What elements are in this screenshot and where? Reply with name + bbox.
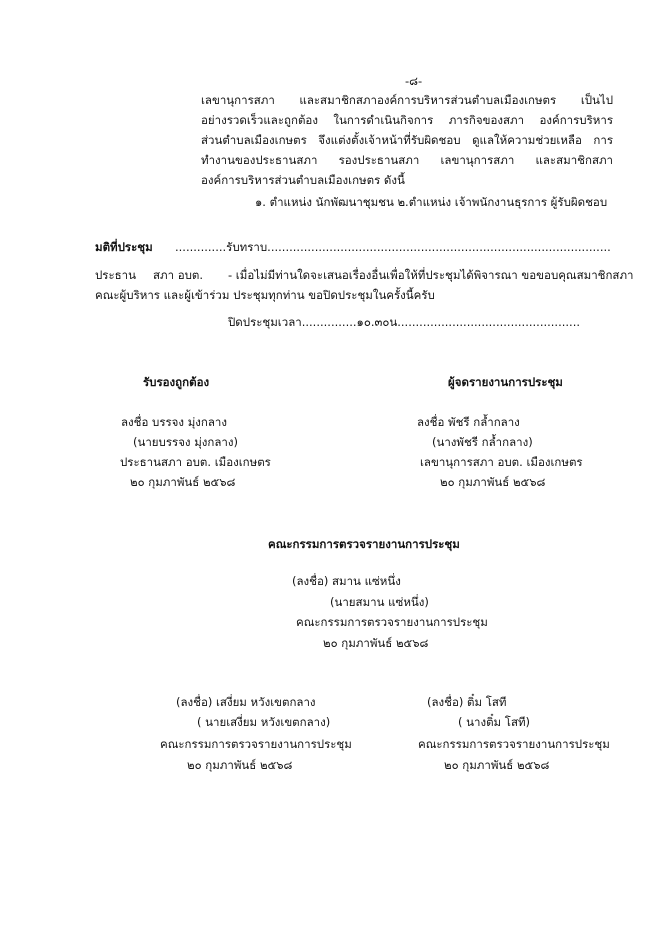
certify-heading: รับรองถูกต้อง <box>143 375 210 389</box>
intro-line: ส่วนตำบลเมืองเกษตร จึงแต่งตั้งเจ้าหน้าที่รับผิดชอบ ดูแลให้ความช่วยเหลือ การ <box>201 133 613 147</box>
certify-name: (นายบรรจง มุ่งกลาง) <box>133 435 238 449</box>
member-name: ( นายเสงี่ยม หวังเขตกลาง) <box>197 715 331 729</box>
member-name: (นายสมาน แซ่หนึ่ง) <box>330 595 429 609</box>
intro-line: ทำงานของประธานสภา รองประธานสภา เลขานุการสภา และสมาชิกสภา <box>201 153 613 167</box>
chairman-label: ประธาน <box>95 268 136 282</box>
page-number: -๘- <box>405 74 423 88</box>
member-sign: (ลงชื่อ) สมาน แซ่หนึ่ง <box>292 574 401 588</box>
certify-date: ๒๐ กุมภาพันธ์ ๒๕๖๘ <box>130 475 236 489</box>
member-date: ๒๐ กุมภาพันธ์ ๒๕๖๘ <box>444 758 550 772</box>
reporter-date: ๒๐ กุมภาพันธ์ ๒๕๖๘ <box>440 475 546 489</box>
member-title: คณะกรรมการตรวจรายงานการประชุม <box>418 737 610 751</box>
reporter-title: เลขานุการสภา อบต. เมืองเกษตร <box>420 455 583 469</box>
chairman-line-2: คณะผู้บริหาร และผู้เข้าร่วม ประชุมทุกท่าน ขอปิดประชุมในครั้งนี้ครับ <box>95 288 435 302</box>
chairman-line-1: - เมื่อไม่มีท่านใดจะเสนอเรื่องอื่นเพื่อให้ที่ประชุมได้พิจารณา ขอขอบคุณสมาชิกสภา <box>228 268 634 282</box>
member-sign: (ลงชื่อ) ติ๋ม โสที <box>427 695 507 709</box>
certify-sign: ลงชื่อ บรรจง มุ่งกลาง <box>121 415 227 429</box>
resolution-value: ..............รับทราบ.............................................................................................. <box>175 240 611 254</box>
member-title: คณะกรรมการตรวจรายงานการประชุม <box>296 615 488 629</box>
member-name: ( นางติ๋ม โสที) <box>458 715 531 729</box>
positions-line: ๑. ตำแหน่ง นักพัฒนาชุมชน ๒.ตำแหน่ง เจ้าพนักงานธุรการ ผู้รับผิดชอบ <box>255 195 608 209</box>
member-date: ๒๐ กุมภาพันธ์ ๒๕๖๘ <box>187 758 293 772</box>
member-date: ๒๐ กุมภาพันธ์ ๒๕๖๘ <box>323 636 429 650</box>
resolution-label: มติที่ประชุม <box>95 240 153 254</box>
committee-heading: คณะกรรมการตรวจรายงานการประชุม <box>268 537 460 551</box>
intro-line: เลขานุการสภา และสมาชิกสภาองค์การบริหารส่วนตำบลเมืองเกษตร เป็นไป <box>201 93 613 107</box>
intro-line: อย่างรวดเร็วและถูกต้อง ในการดำเนินกิจการ ภารกิจของสภา องค์การบริหาร <box>201 113 613 127</box>
member-title: คณะกรรมการตรวจรายงานการประชุม <box>160 737 352 751</box>
reporter-sign: ลงชื่อ พัชรี กล้ำกลาง <box>417 415 520 429</box>
intro-line: องค์การบริหารส่วนตำบลเมืองเกษตร ดังนี้ <box>201 173 405 187</box>
certify-title: ประธานสภา อบต. เมืองเกษตร <box>120 455 271 469</box>
member-sign: (ลงชื่อ) เสงี่ยม หวังเขตกลาง <box>176 695 316 709</box>
reporter-heading: ผู้จดรายงานการประชุม <box>448 375 563 389</box>
chairman-org: สภา อบต. <box>153 268 204 282</box>
reporter-name: (นางพัชรี กล้ำกลาง) <box>432 435 533 449</box>
closing-time: ปิดประชุมเวลา...............๑๐.๓๐น.................................................. <box>228 315 581 329</box>
